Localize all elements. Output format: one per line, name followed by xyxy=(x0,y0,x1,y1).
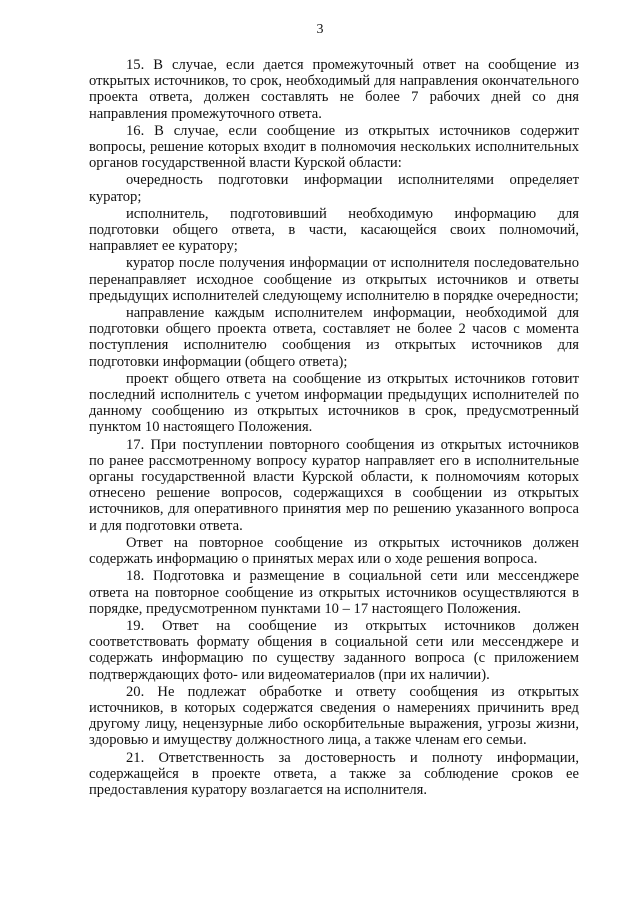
paragraph-17: 17. При поступлении повторного сообщения из открытых источников по ранее рассмотренному вопросу куратор направляет его в исполнительные органы государственной власти Курской области, к полномочиям которых отнесено решение вопросов, содержащихся в сообщении из открытых источников, для оперативного принятия мер по решению указанного вопроса и для подготовки ответа. xyxy=(89,436,579,534)
paragraph-16-item-curator: куратор после получения информации от исполнителя последовательно перенаправляет исходное сообщение из открытых источников и ответы предыдущих исполнителей следующему исполнителю в порядке очередности; xyxy=(89,255,579,304)
paragraph-20: 20. Не подлежат обработке и ответу сообщения из открытых источников, в которых содержатся сведения о намерениях причинить вред другому лицу, нецензурные либо оскорбительные выражения, угрозы жизни, здоровью и имуществу должностного лица, а также членам его семьи. xyxy=(89,683,579,749)
paragraph-16-item-order: очередность подготовки информации исполнителями определяет куратор; xyxy=(89,172,579,205)
paragraph-16-item-executor: исполнитель, подготовивший необходимую информацию для подготовки общего ответа, в части, касающейся своих полномочий, направляет ее куратору; xyxy=(89,205,579,255)
document-body xyxy=(89,57,579,798)
paragraph-16-item-draft: проект общего ответа на сообщение из открытых источников готовит последний исполнитель с учетом информации предыдущих исполнителей по данному сообщению из открытых источников в срок, предусмотренный пунктом 10 настоящего Положения. xyxy=(89,370,579,436)
paragraph-21: 21. Ответственность за достоверность и полноту информации, содержащейся в проекте ответа, а также за соблюдение сроков ее предоставления куратору возлагается на исполнителя. xyxy=(89,749,579,798)
paragraph-18: 18. Подготовка и размещение в социальной сети или мессенджере ответа на повторное сообщение из открытых источников осуществляются в порядке, предусмотренном пунктами 10 – 17 настоящего Положения. xyxy=(89,568,579,617)
paragraph-19: 19. Ответ на сообщение из открытых источников должен соответствовать формату общения в социальной сети или мессенджере и содержать информацию по существу заданного вопроса (с приложением подтверждающих фото- или видеоматериалов (при их наличии). xyxy=(89,617,579,683)
paragraph-17-answer: Ответ на повторное сообщение из открытых источников должен содержать информацию о принятых мерах или о ходе решения вопроса. xyxy=(89,534,579,568)
paragraph-16-item-deadline: направление каждым исполнителем информации, необходимой для подготовки общего проекта ответа, составляет не более 2 часов с момента поступления исполнителю сообщения из открытых источников для подготовки информации (общего ответа); xyxy=(89,305,579,370)
page-number: 3 xyxy=(316,22,324,37)
paragraph-15: 15. В случае, если дается промежуточный ответ на сообщение из открытых источников, то срок, необходимый для направления окончательного проекта ответа, должен составлять не более 7 рабочих дней со дня направления промежуточного ответа. xyxy=(89,57,579,122)
paragraph-16: 16. В случае, если сообщение из открытых источников содержит вопросы, решение которых входит в полномочия нескольких исполнительных органов государственной власти Курской области: xyxy=(89,122,579,172)
